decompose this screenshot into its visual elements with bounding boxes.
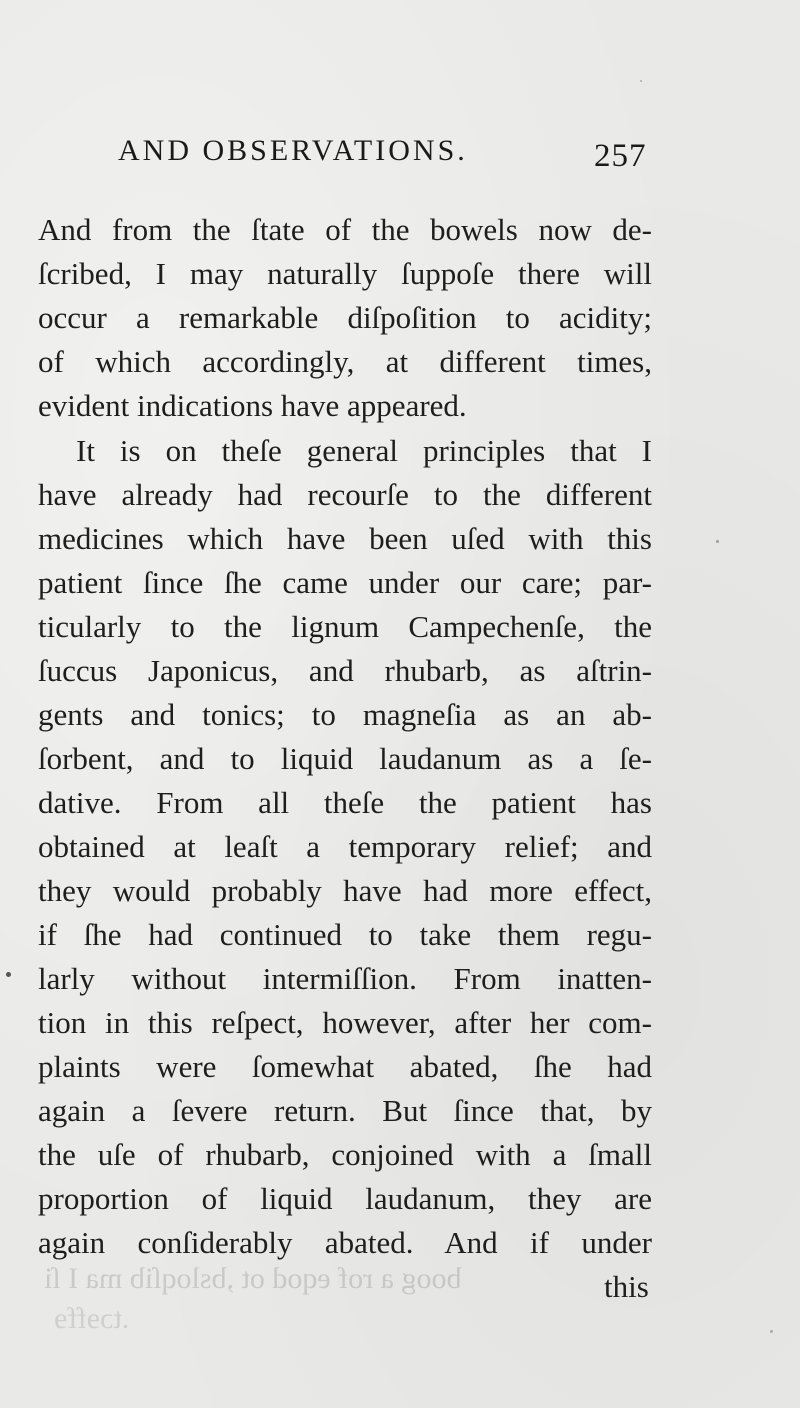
text-line: medicines which have been uſed with this (38, 521, 652, 556)
text-line: tion in this reſpect, however, after her com- (38, 1005, 652, 1040)
running-head: AND OBSERVATIONS. (118, 134, 468, 167)
text-line: again a ſevere return. But ſince that, by (38, 1093, 652, 1128)
text-line: ticularly to the lignum Campechenſe, the (38, 609, 652, 644)
paragraph-first-line: It is on theſe general principles that I (76, 433, 652, 468)
text-line: ſuccus Japonicus, and rhubarb, as aſtrin- (38, 653, 652, 688)
text-line: proportion of liquid laudanum, they are (38, 1181, 652, 1216)
text-line: plaints were ſomewhat abated, ſhe had (38, 1049, 652, 1084)
paper-speck (640, 80, 642, 82)
bleed-through-text: boog a rof eqod ot ,bsloqſib ma I ſi (44, 1262, 462, 1295)
page-number: 257 (594, 138, 647, 174)
text-line: And from the ſtate of the bowels now de- (38, 212, 652, 247)
bleed-through-text: .tɔɘffɘ (54, 1302, 130, 1335)
paper-speck (770, 1330, 773, 1333)
text-line: ſcribed, I may naturally ſuppoſe there will (38, 256, 652, 291)
text-line: patient ſince ſhe came under our care; par- (38, 565, 652, 600)
text-line: they would probably have had more effect, (38, 873, 652, 908)
text-line: ſorbent, and to liquid laudanum as a ſe- (38, 741, 652, 776)
text-line: dative. From all theſe the patient has (38, 785, 652, 820)
text-line: obtained at leaſt a temporary relief; and (38, 829, 652, 864)
text-line: have already had recourſe to the different (38, 477, 652, 512)
paper-speck (6, 972, 11, 977)
text-line: again conſiderably abated. And if under (38, 1225, 652, 1260)
paper-speck (716, 540, 719, 543)
text-line: of which accordingly, at different times, (38, 344, 652, 379)
text-line: evident indications have appeared. (38, 388, 467, 423)
text-line: gents and tonics; to magneſia as an ab- (38, 697, 652, 732)
text-line: larly without intermiſſion. From inatten- (38, 961, 652, 996)
text-line: the uſe of rhubarb, conjoined with a ſmall (38, 1137, 652, 1172)
text-line: occur a remarkable diſpoſition to acidity; (38, 300, 652, 335)
text-line: if ſhe had continued to take them regu- (38, 917, 652, 952)
catchword: this (604, 1269, 649, 1304)
